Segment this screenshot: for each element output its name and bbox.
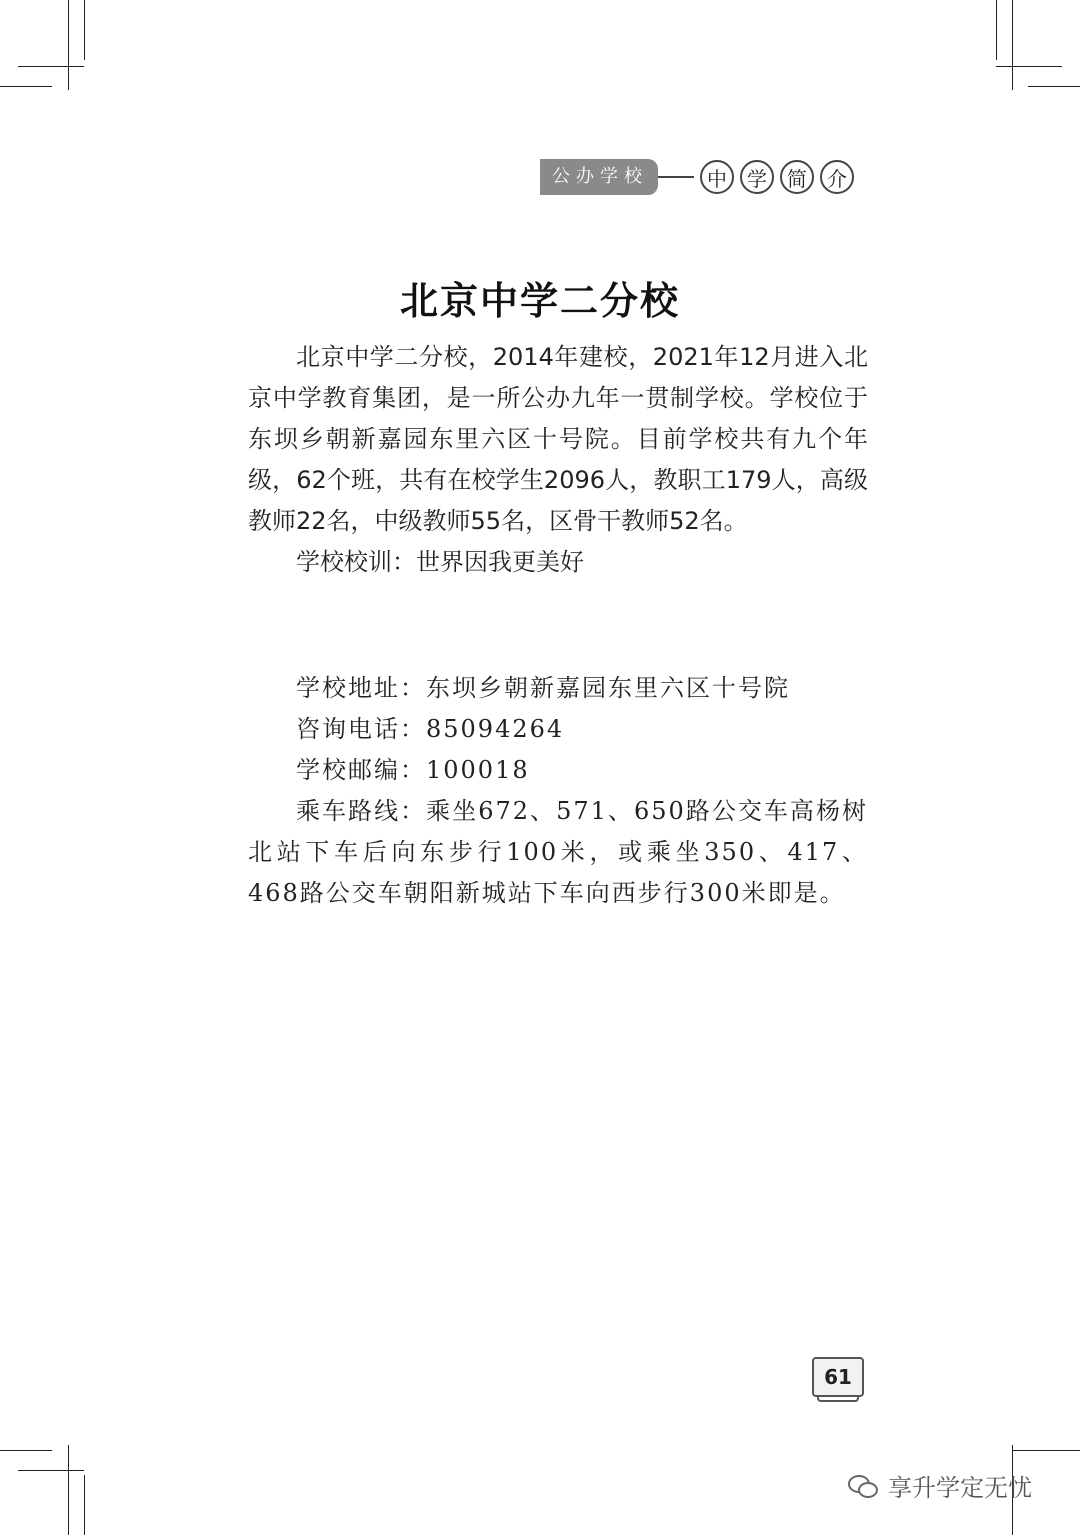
school-motto: 学校校训：世界因我更美好 [296, 548, 584, 576]
crop-mark [68, 1445, 69, 1535]
crop-mark [0, 86, 52, 87]
series-char: 中 [700, 160, 734, 194]
header-divider [658, 176, 694, 178]
crop-mark [84, 0, 85, 60]
school-address: 学校地址：东坝乡朝新嘉园东里六区十号院 [296, 674, 790, 702]
page-number: 61 [812, 1357, 864, 1397]
school-phone: 咨询电话：85094264 [296, 715, 565, 743]
section-tag: 公办学校 [540, 159, 658, 195]
school-postcode: 学校邮编：100018 [296, 756, 530, 784]
watermark [848, 1468, 1032, 1503]
page-title: 北京中学二分校 [399, 279, 680, 323]
series-char: 介 [820, 160, 854, 194]
crop-mark [68, 0, 69, 90]
crop-mark [1028, 86, 1080, 87]
wechat-icon [848, 1473, 878, 1499]
crop-mark [18, 1470, 84, 1471]
crop-mark [84, 1475, 85, 1535]
contact-info [248, 668, 868, 914]
crop-mark [0, 1450, 52, 1451]
series-char: 学 [740, 160, 774, 194]
crop-mark [18, 66, 84, 67]
crop-mark [1012, 0, 1013, 90]
bus-route: 乘车路线：乘坐672、571、650路公交车高杨树北站下车后向东步行100米，或乘坐350、417、468路公交车朝阳新城站下车向西步行300米即是。 [248, 797, 868, 907]
intro-paragraph: 北京中学二分校，2014年建校，2021年12月进入北京中学教育集团，是一所公办九年一贯制学校。学校位于东坝乡朝新嘉园东里六区十号院。目前学校共有九个年级，62个班，共有在校学生2096人，教职工179人，高级教师22名，中级教师55名，区骨干教师52名。 [248, 343, 868, 535]
running-header [540, 158, 854, 196]
crop-mark [1012, 1450, 1080, 1451]
intro-section [248, 337, 868, 583]
watermark-text: 享升学定无忧 [888, 1474, 1032, 1502]
crop-mark [996, 66, 1062, 67]
crop-mark [996, 0, 997, 60]
series-char: 简 [780, 160, 814, 194]
